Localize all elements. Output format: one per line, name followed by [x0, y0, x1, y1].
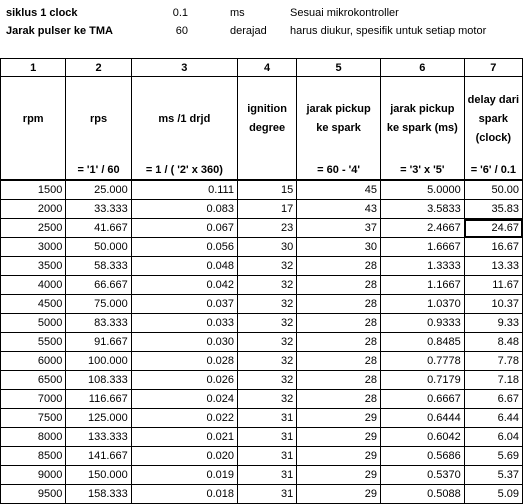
table-cell[interactable]: 2500	[1, 219, 66, 238]
header-cell[interactable]: ms /1 drjd	[131, 77, 237, 162]
table-cell[interactable]: 58.333	[66, 257, 131, 276]
table-cell[interactable]: 0.048	[131, 257, 237, 276]
table-cell[interactable]: 0.9333	[380, 314, 464, 333]
table-cell[interactable]: 5.69	[464, 447, 522, 466]
table-cell[interactable]: 1.6667	[380, 238, 464, 257]
table-cell[interactable]: 6.67	[464, 390, 522, 409]
table-cell[interactable]: 28	[297, 257, 381, 276]
table-cell[interactable]: 91.667	[66, 333, 131, 352]
formula-cell[interactable]: = 60 - '4'	[297, 161, 381, 180]
table-cell[interactable]: 0.5370	[380, 466, 464, 485]
param-label[interactable]: Jarak pulser ke TMA	[6, 25, 113, 37]
table-row	[1, 238, 523, 257]
table-cell[interactable]: 32	[237, 390, 296, 409]
formula-cell[interactable]	[237, 161, 296, 180]
table-cell[interactable]: 0.026	[131, 371, 237, 390]
table-cell[interactable]: 28	[297, 314, 381, 333]
table-cell[interactable]: 0.022	[131, 409, 237, 428]
param-value[interactable]: 60	[175, 25, 188, 37]
table-cell[interactable]: 108.333	[66, 371, 131, 390]
table-row	[1, 257, 523, 276]
table-cell[interactable]: 31	[237, 466, 296, 485]
table-cell[interactable]: 4500	[1, 295, 66, 314]
param-label[interactable]: siklus 1 clock	[6, 7, 78, 19]
table-row	[1, 180, 523, 200]
table-cell[interactable]: 83.333	[66, 314, 131, 333]
table-cell[interactable]: 0.028	[131, 352, 237, 371]
table-cell[interactable]: 29	[297, 485, 381, 504]
column-number-cell[interactable]: 3	[131, 59, 237, 77]
table-cell[interactable]: 50.00	[464, 180, 522, 200]
header-cell[interactable]: jarak pickup ke spark (ms)	[380, 77, 464, 162]
table-cell[interactable]: 9.33	[464, 314, 522, 333]
table-cell[interactable]: 32	[237, 314, 296, 333]
table-cell[interactable]: 116.667	[66, 390, 131, 409]
param-note[interactable]: harus diukur, spesifik untuk setiap motor	[290, 25, 487, 37]
formula-row	[1, 161, 523, 180]
ignition-table	[0, 58, 523, 504]
table-cell[interactable]: 8500	[1, 447, 66, 466]
column-number-row	[1, 59, 523, 77]
column-number-cell[interactable]: 1	[1, 59, 66, 77]
table-cell[interactable]: 7000	[1, 390, 66, 409]
table-cell[interactable]: 32	[237, 371, 296, 390]
table-cell[interactable]: 29	[297, 428, 381, 447]
table-cell[interactable]: 1.1667	[380, 276, 464, 295]
table-row	[1, 371, 523, 390]
table-cell[interactable]: 35.83	[464, 200, 522, 219]
header-row	[1, 77, 523, 162]
table-cell[interactable]: 28	[297, 295, 381, 314]
table-cell[interactable]: 37	[297, 219, 381, 238]
table-row	[1, 390, 523, 409]
header-cell[interactable]: rpm	[1, 77, 66, 162]
table-cell[interactable]: 9000	[1, 466, 66, 485]
column-number-cell[interactable]: 2	[66, 59, 131, 77]
table-cell[interactable]: 75.000	[66, 295, 131, 314]
table-cell[interactable]: 1.3333	[380, 257, 464, 276]
table-cell[interactable]: 25.000	[66, 180, 131, 200]
table-cell[interactable]: 17	[237, 200, 296, 219]
header-cell[interactable]: ignition degree	[237, 77, 296, 162]
table-row	[1, 295, 523, 314]
formula-cell[interactable]: = '3' x '5'	[380, 161, 464, 180]
table-cell[interactable]: 23	[237, 219, 296, 238]
table-cell[interactable]: 2000	[1, 200, 66, 219]
table-cell[interactable]: 50.000	[66, 238, 131, 257]
table-cell[interactable]: 41.667	[66, 219, 131, 238]
table-cell[interactable]: 0.7179	[380, 371, 464, 390]
table-row	[1, 466, 523, 485]
table-cell[interactable]: 0.5088	[380, 485, 464, 504]
table-cell[interactable]: 0.020	[131, 447, 237, 466]
formula-cell[interactable]: = '6' / 0.1	[464, 161, 522, 180]
table-cell[interactable]: 31	[237, 409, 296, 428]
table-cell[interactable]: 6.44	[464, 409, 522, 428]
table-cell[interactable]: 8.48	[464, 333, 522, 352]
table-cell[interactable]: 0.7778	[380, 352, 464, 371]
table-cell[interactable]: 28	[297, 371, 381, 390]
table-row	[1, 352, 523, 371]
table-cell[interactable]: 0.083	[131, 200, 237, 219]
table-row	[1, 333, 523, 352]
formula-cell[interactable]: = '1' / 60	[66, 161, 131, 180]
table-cell[interactable]: 158.333	[66, 485, 131, 504]
table-row	[1, 447, 523, 466]
column-number-cell[interactable]: 4	[237, 59, 296, 77]
table-cell[interactable]: 43	[297, 200, 381, 219]
table-cell[interactable]: 0.6042	[380, 428, 464, 447]
column-number-cell[interactable]: 6	[380, 59, 464, 77]
table-cell[interactable]: 0.111	[131, 180, 237, 200]
table-cell[interactable]: 150.000	[66, 466, 131, 485]
table-cell[interactable]: 0.033	[131, 314, 237, 333]
table-cell[interactable]: 5.37	[464, 466, 522, 485]
table-cell[interactable]: 1500	[1, 180, 66, 200]
table-cell[interactable]: 0.018	[131, 485, 237, 504]
table-cell[interactable]: 0.6444	[380, 409, 464, 428]
formula-cell[interactable]: = 1 / ( '2' x 360)	[131, 161, 237, 180]
table-cell[interactable]: 0.056	[131, 238, 237, 257]
table-cell[interactable]: 0.030	[131, 333, 237, 352]
table-cell[interactable]: 32	[237, 257, 296, 276]
header-cell[interactable]: rps	[66, 77, 131, 162]
table-row	[1, 485, 523, 504]
table-cell[interactable]: 0.019	[131, 466, 237, 485]
table-cell[interactable]: 5.09	[464, 485, 522, 504]
table-cell[interactable]: 2.4667	[380, 219, 464, 238]
table-cell[interactable]: 16.67	[464, 238, 522, 257]
table-cell[interactable]: 133.333	[66, 428, 131, 447]
table-cell[interactable]: 28	[297, 333, 381, 352]
table-cell[interactable]: 8000	[1, 428, 66, 447]
column-number-cell[interactable]: 5	[297, 59, 381, 77]
table-cell[interactable]: 4000	[1, 276, 66, 295]
param-unit[interactable]: derajad	[230, 25, 267, 37]
param-unit[interactable]: ms	[230, 7, 245, 19]
table-cell[interactable]: 7500	[1, 409, 66, 428]
table-cell[interactable]: 31	[237, 485, 296, 504]
table-row	[1, 200, 523, 219]
table-cell[interactable]: 28	[297, 390, 381, 409]
table-cell[interactable]: 3000	[1, 238, 66, 257]
table-cell[interactable]: 0.042	[131, 276, 237, 295]
header-cell[interactable]: jarak pickup ke spark	[297, 77, 381, 162]
selected-cell[interactable]: 24.67	[464, 219, 522, 238]
table-row	[1, 428, 523, 447]
table-cell[interactable]: 6000	[1, 352, 66, 371]
header-cell[interactable]: delay dari spark (clock)	[464, 77, 522, 162]
table-cell[interactable]: 141.667	[66, 447, 131, 466]
table-cell[interactable]: 29	[297, 447, 381, 466]
table-cell[interactable]: 29	[297, 409, 381, 428]
table-cell[interactable]: 28	[297, 276, 381, 295]
table-cell[interactable]: 0.024	[131, 390, 237, 409]
table-cell[interactable]: 10.37	[464, 295, 522, 314]
table-cell[interactable]: 0.5686	[380, 447, 464, 466]
table-cell[interactable]: 3500	[1, 257, 66, 276]
table-cell[interactable]: 33.333	[66, 200, 131, 219]
table-cell[interactable]: 30	[297, 238, 381, 257]
table-cell[interactable]: 0.021	[131, 428, 237, 447]
table-cell[interactable]: 31	[237, 428, 296, 447]
table-cell[interactable]: 0.8485	[380, 333, 464, 352]
table-cell[interactable]: 3.5833	[380, 200, 464, 219]
table-cell[interactable]: 5000	[1, 314, 66, 333]
table-cell[interactable]: 29	[297, 466, 381, 485]
table-cell[interactable]: 11.67	[464, 276, 522, 295]
table-cell[interactable]: 0.037	[131, 295, 237, 314]
table-cell[interactable]: 15	[237, 180, 296, 200]
table-cell[interactable]: 125.000	[66, 409, 131, 428]
table-cell[interactable]: 0.6667	[380, 390, 464, 409]
table-cell[interactable]: 32	[237, 276, 296, 295]
table-cell[interactable]: 32	[237, 333, 296, 352]
table-cell[interactable]: 7.78	[464, 352, 522, 371]
table-cell[interactable]: 1.0370	[380, 295, 464, 314]
table-cell[interactable]: 5500	[1, 333, 66, 352]
param-note[interactable]: Sesuai mikrokontroller	[290, 7, 399, 19]
table-cell[interactable]: 45	[297, 180, 381, 200]
table-cell[interactable]: 31	[237, 447, 296, 466]
table-cell[interactable]: 13.33	[464, 257, 522, 276]
table-cell[interactable]: 32	[237, 352, 296, 371]
table-cell[interactable]: 0.067	[131, 219, 237, 238]
column-number-cell[interactable]: 7	[464, 59, 522, 77]
table-cell[interactable]: 100.000	[66, 352, 131, 371]
table-row	[1, 314, 523, 333]
table-cell[interactable]: 7.18	[464, 371, 522, 390]
table-cell[interactable]: 9500	[1, 485, 66, 504]
table-row	[1, 276, 523, 295]
table-row	[1, 219, 523, 238]
table-cell[interactable]: 32	[237, 295, 296, 314]
table-cell[interactable]: 28	[297, 352, 381, 371]
table-cell[interactable]: 6500	[1, 371, 66, 390]
table-cell[interactable]: 66.667	[66, 276, 131, 295]
table-row	[1, 409, 523, 428]
table-cell[interactable]: 6.04	[464, 428, 522, 447]
param-value[interactable]: 0.1	[172, 7, 188, 19]
formula-cell[interactable]	[1, 161, 66, 180]
table-cell[interactable]: 5.0000	[380, 180, 464, 200]
table-cell[interactable]: 30	[237, 238, 296, 257]
